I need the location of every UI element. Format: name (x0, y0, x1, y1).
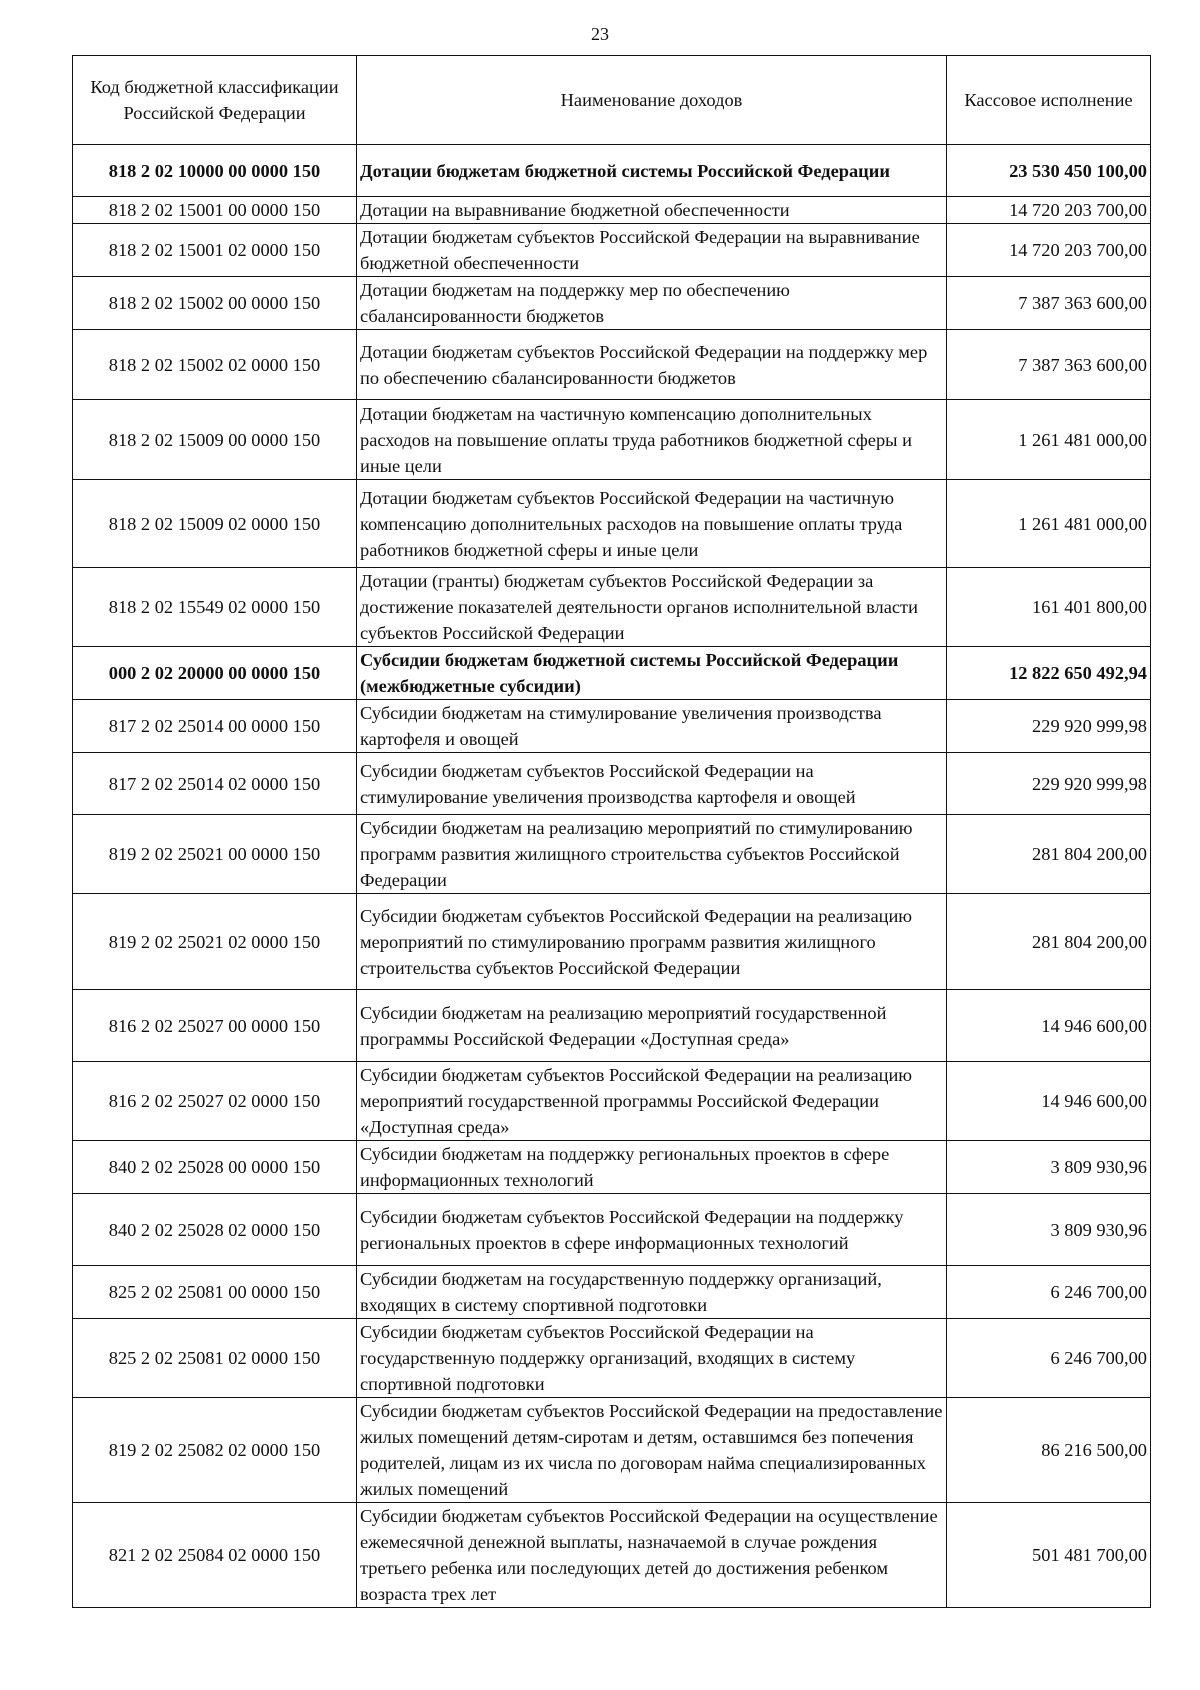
name-cell: Субсидии бюджетам на стимулирование увеличения производства картофеля и овощей (357, 700, 947, 753)
code-cell: 817 2 02 25014 02 0000 150 (73, 753, 357, 815)
name-cell: Дотации бюджетам бюджетной системы Российской Федерации (357, 145, 947, 197)
table-row (73, 330, 1151, 400)
code-cell: 840 2 02 25028 00 0000 150 (73, 1141, 357, 1194)
amount-cell: 86 216 500,00 (947, 1398, 1151, 1503)
table-row (73, 753, 1151, 815)
table-row (73, 1266, 1151, 1319)
amount-cell: 281 804 200,00 (947, 894, 1151, 990)
code-cell: 818 2 02 15002 00 0000 150 (73, 277, 357, 330)
code-cell: 817 2 02 25014 00 0000 150 (73, 700, 357, 753)
code-cell: 819 2 02 25082 02 0000 150 (73, 1398, 357, 1503)
name-cell: Субсидии бюджетам субъектов Российской Федерации на реализацию мероприятий государственной программы Российской Федерации «Доступная среда» (357, 1062, 947, 1141)
table-row (73, 1141, 1151, 1194)
table-row (73, 197, 1151, 224)
code-cell: 818 2 02 15002 02 0000 150 (73, 330, 357, 400)
name-cell: Субсидии бюджетам субъектов Российской Федерации на поддержку региональных проектов в сфере информационных технологий (357, 1194, 947, 1266)
amount-cell: 14 720 203 700,00 (947, 224, 1151, 277)
code-cell: 816 2 02 25027 00 0000 150 (73, 990, 357, 1062)
header-amount: Кассовое исполнение (947, 56, 1151, 145)
table-row (73, 400, 1151, 480)
code-cell: 819 2 02 25021 00 0000 150 (73, 815, 357, 894)
code-cell: 825 2 02 25081 00 0000 150 (73, 1266, 357, 1319)
amount-cell: 3 809 930,96 (947, 1194, 1151, 1266)
code-cell: 818 2 02 10000 00 0000 150 (73, 145, 357, 197)
table-row (73, 700, 1151, 753)
table-row (73, 568, 1151, 647)
code-cell: 818 2 02 15001 02 0000 150 (73, 224, 357, 277)
table-row (73, 1194, 1151, 1266)
name-cell: Дотации бюджетам на частичную компенсацию дополнительных расходов на повышение оплаты труда работников бюджетной сферы и иные цели (357, 400, 947, 480)
code-cell: 818 2 02 15001 00 0000 150 (73, 197, 357, 224)
table-row (73, 145, 1151, 197)
table-row (73, 815, 1151, 894)
code-cell: 825 2 02 25081 02 0000 150 (73, 1319, 357, 1398)
code-cell: 816 2 02 25027 02 0000 150 (73, 1062, 357, 1141)
amount-cell: 14 946 600,00 (947, 990, 1151, 1062)
amount-cell: 1 261 481 000,00 (947, 480, 1151, 568)
code-cell: 818 2 02 15549 02 0000 150 (73, 568, 357, 647)
name-cell: Субсидии бюджетам на реализацию мероприятий государственной программы Российской Федерации «Доступная среда» (357, 990, 947, 1062)
table-row (73, 277, 1151, 330)
header-name: Наименование доходов (357, 56, 947, 145)
code-cell: 821 2 02 25084 02 0000 150 (73, 1503, 357, 1608)
amount-cell: 7 387 363 600,00 (947, 330, 1151, 400)
table-row (73, 1062, 1151, 1141)
table-row (73, 480, 1151, 568)
amount-cell: 6 246 700,00 (947, 1319, 1151, 1398)
name-cell: Субсидии бюджетам субъектов Российской Федерации на осуществление ежемесячной денежной выплаты, назначаемой в случае рождения третьего ребенка или последующих детей до достижения ребенком возраста трех лет (357, 1503, 947, 1608)
amount-cell: 14 720 203 700,00 (947, 197, 1151, 224)
budget-revenue-table (72, 55, 1151, 1608)
name-cell: Дотации на выравнивание бюджетной обеспеченности (357, 197, 947, 224)
table-row (73, 1319, 1151, 1398)
header-code: Код бюджетной классификации Российской Федерации (73, 56, 357, 145)
code-cell: 818 2 02 15009 02 0000 150 (73, 480, 357, 568)
amount-cell: 501 481 700,00 (947, 1503, 1151, 1608)
table-header-row (73, 56, 1151, 145)
amount-cell: 23 530 450 100,00 (947, 145, 1151, 197)
table-row (73, 1398, 1151, 1503)
amount-cell: 14 946 600,00 (947, 1062, 1151, 1141)
name-cell: Субсидии бюджетам субъектов Российской Федерации на стимулирование увеличения производства картофеля и овощей (357, 753, 947, 815)
code-cell: 819 2 02 25021 02 0000 150 (73, 894, 357, 990)
name-cell: Дотации бюджетам субъектов Российской Федерации на частичную компенсацию дополнительных расходов на повышение оплаты труда работников бюджетной сферы и иные цели (357, 480, 947, 568)
amount-cell: 161 401 800,00 (947, 568, 1151, 647)
name-cell: Дотации бюджетам субъектов Российской Федерации на выравнивание бюджетной обеспеченности (357, 224, 947, 277)
amount-cell: 12 822 650 492,94 (947, 647, 1151, 700)
name-cell: Субсидии бюджетам субъектов Российской Федерации на предоставление жилых помещений детям-сиротам и детям, оставшимся без попечения родителей, лицам из их числа по договорам найма специализированных жилых помещений (357, 1398, 947, 1503)
amount-cell: 281 804 200,00 (947, 815, 1151, 894)
name-cell: Субсидии бюджетам субъектов Российской Федерации на государственную поддержку организаций, входящих в систему спортивной подготовки (357, 1319, 947, 1398)
table-body (73, 145, 1151, 1608)
table-row (73, 1503, 1151, 1608)
name-cell: Субсидии бюджетам на поддержку региональных проектов в сфере информационных технологий (357, 1141, 947, 1194)
amount-cell: 229 920 999,98 (947, 753, 1151, 815)
amount-cell: 6 246 700,00 (947, 1266, 1151, 1319)
name-cell: Субсидии бюджетам субъектов Российской Федерации на реализацию мероприятий по стимулированию программ развития жилищного строительства субъектов Российской Федерации (357, 894, 947, 990)
code-cell: 818 2 02 15009 00 0000 150 (73, 400, 357, 480)
code-cell: 000 2 02 20000 00 0000 150 (73, 647, 357, 700)
name-cell: Дотации (гранты) бюджетам субъектов Российской Федерации за достижение показателей деятельности органов исполнительной власти субъектов Российской Федерации (357, 568, 947, 647)
amount-cell: 3 809 930,96 (947, 1141, 1151, 1194)
table-row (73, 647, 1151, 700)
name-cell: Субсидии бюджетам на государственную поддержку организаций, входящих в систему спортивной подготовки (357, 1266, 947, 1319)
table-row (73, 224, 1151, 277)
amount-cell: 7 387 363 600,00 (947, 277, 1151, 330)
amount-cell: 1 261 481 000,00 (947, 400, 1151, 480)
page-number: 23 (591, 24, 609, 44)
name-cell: Дотации бюджетам субъектов Российской Федерации на поддержку мер по обеспечению сбалансированности бюджетов (357, 330, 947, 400)
name-cell: Субсидии бюджетам на реализацию мероприятий по стимулированию программ развития жилищного строительства субъектов Российской Федерации (357, 815, 947, 894)
amount-cell: 229 920 999,98 (947, 700, 1151, 753)
name-cell: Дотации бюджетам на поддержку мер по обеспечению сбалансированности бюджетов (357, 277, 947, 330)
table-row (73, 894, 1151, 990)
code-cell: 840 2 02 25028 02 0000 150 (73, 1194, 357, 1266)
table-row (73, 990, 1151, 1062)
name-cell: Субсидии бюджетам бюджетной системы Российской Федерации (межбюджетные субсидии) (357, 647, 947, 700)
